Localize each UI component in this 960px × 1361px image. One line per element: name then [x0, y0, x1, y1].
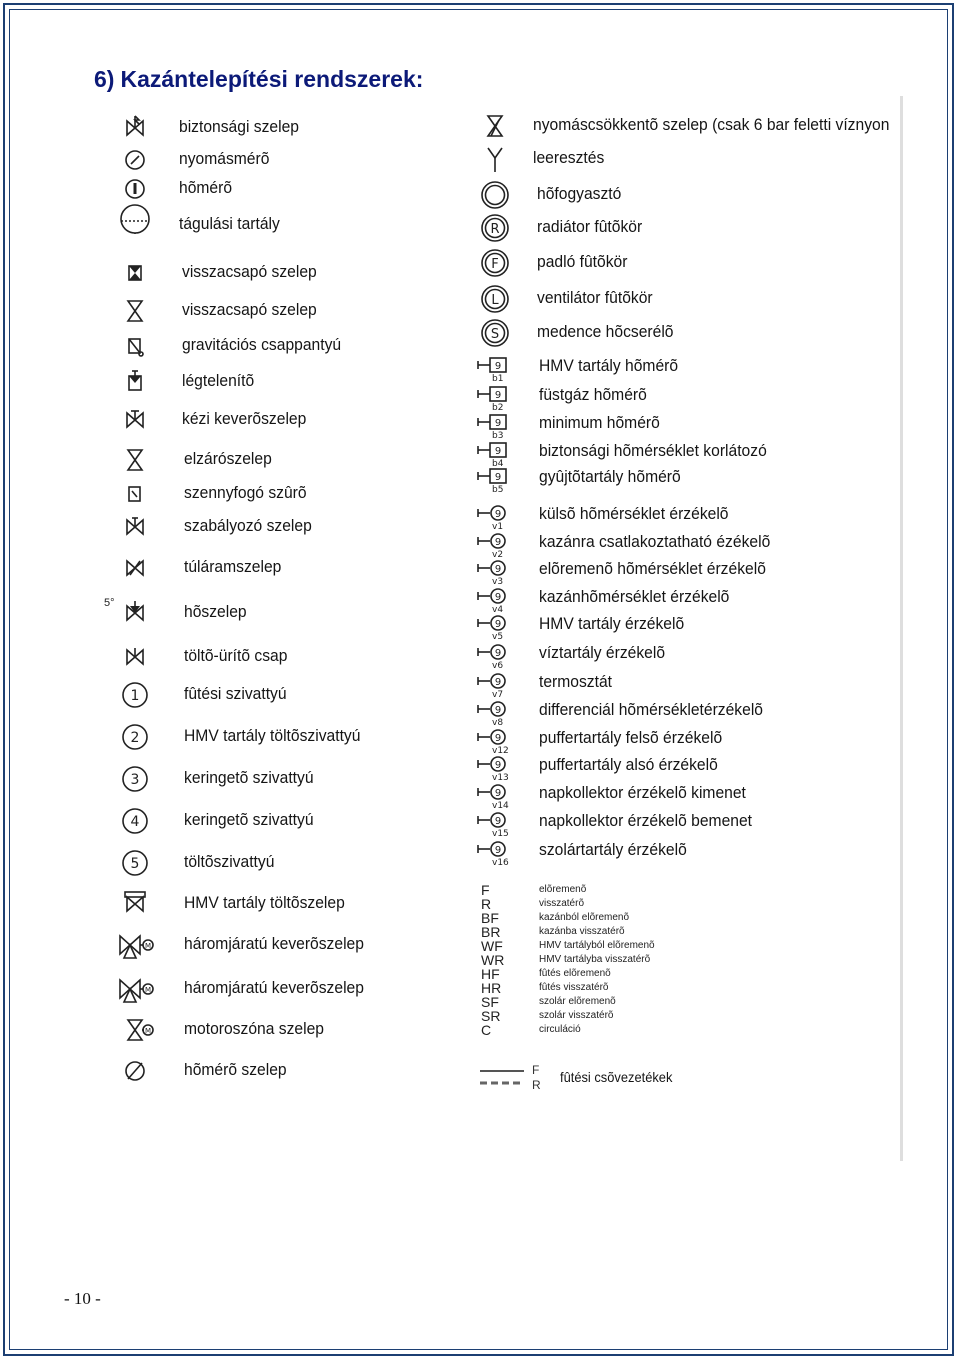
- safety-valve-icon: [116, 113, 154, 143]
- left-symbol-label: töltõszivattyú: [184, 852, 275, 871]
- right-symbol-label: víztartály érzékelõ: [539, 643, 666, 662]
- right-symbol-label: differenciál hõmérsékletérzékelõ: [539, 700, 764, 719]
- collector-thermometer-icon: [476, 463, 514, 493]
- thermometer-icon: [116, 174, 154, 204]
- motor-zone-valve-icon: [116, 1015, 154, 1045]
- fill-drain-tap-icon: [116, 642, 154, 672]
- svg-text:b1: b1: [492, 374, 504, 382]
- control-valve-icon: [116, 512, 154, 542]
- svg-text:b2: b2: [492, 403, 504, 411]
- left-symbol-label: keringetõ szivattyú: [184, 768, 314, 787]
- right-symbol-label: nyomáscsökkentõ szelep (csak 6 bar feletti víznyon: [533, 115, 890, 134]
- right-symbol-label: puffertartály alsó érzékelõ: [539, 755, 718, 774]
- manual-mixing-valve-icon: [116, 405, 154, 435]
- drain-icon: [476, 144, 514, 174]
- abbreviation-code: R: [481, 896, 492, 912]
- left-symbol-label: tágulási tartály: [179, 214, 280, 233]
- abbreviation-description: fûtés visszatérõ: [539, 982, 609, 993]
- sensor-icon: [476, 807, 514, 837]
- sensor-icon: [476, 668, 514, 698]
- abbreviation-code: WR: [481, 952, 505, 968]
- svg-text:v1: v1: [492, 522, 504, 530]
- sensor-icon: [476, 779, 514, 809]
- tank-thermometer-icon: [476, 352, 514, 382]
- svg-text:9: 9: [494, 537, 502, 548]
- svg-text:v3: v3: [492, 577, 504, 585]
- pressure-reducer-icon: [476, 111, 514, 141]
- left-symbol-label: töltõ-ürítõ csap: [184, 646, 288, 665]
- left-symbol-label: túláramszelep: [184, 557, 282, 576]
- svg-text:9: 9: [494, 592, 502, 603]
- svg-text:M: M: [144, 986, 152, 994]
- left-symbol-label: visszacsapó szelep: [182, 300, 317, 319]
- sensor-icon: [476, 696, 514, 726]
- left-symbol-label: hõszelep: [184, 602, 247, 621]
- pump-2-icon: [116, 722, 154, 752]
- sensor-icon: [476, 724, 514, 754]
- left-symbol-label: háromjáratú keverõszelep: [184, 978, 364, 997]
- right-symbol-label: kazánra csatlakoztatható ézékelõ: [539, 532, 771, 551]
- abbreviation-description: circuláció: [539, 1024, 581, 1035]
- svg-text:S: S: [490, 327, 500, 342]
- right-symbol-label: HMV tartály hõmérõ: [539, 356, 679, 375]
- left-symbol-label: hõmérõ szelep: [184, 1060, 287, 1079]
- fan-circuit-icon: [476, 284, 514, 314]
- abbreviation-description: HMV tartályból elõremenõ: [539, 940, 655, 951]
- pool-exchanger-icon: [476, 318, 514, 348]
- right-symbol-label: szolártartály érzékelõ: [539, 840, 687, 859]
- svg-text:9: 9: [494, 446, 502, 457]
- svg-text:9: 9: [494, 760, 502, 771]
- check-valve-filled-icon: [116, 296, 154, 326]
- pressure-gauge-icon: [116, 145, 154, 175]
- right-symbol-label: puffertartály felsõ érzékelõ: [539, 728, 723, 747]
- right-symbol-label: napkollektor érzékelõ kimenet: [539, 783, 746, 802]
- thermo-valve-setting: 5°: [104, 597, 115, 609]
- right-symbol-label: külsõ hõmérséklet érzékelõ: [539, 504, 729, 523]
- right-symbol-label: napkollektor érzékelõ bemenet: [539, 811, 753, 830]
- left-symbol-label: visszacsapó szelep: [182, 262, 317, 281]
- svg-text:F: F: [491, 257, 499, 272]
- abbreviation-description: kazánba visszatérõ: [539, 926, 625, 937]
- svg-text:9: 9: [494, 619, 502, 630]
- svg-text:v16: v16: [492, 858, 509, 866]
- left-symbol-label: HMV tartály töltõszivattyú: [184, 726, 361, 745]
- air-vent-icon: [116, 367, 154, 397]
- svg-text:v13: v13: [492, 773, 509, 781]
- right-symbol-label: medence hõcserélõ: [537, 322, 674, 341]
- right-symbol-label: HMV tartály érzékelõ: [539, 614, 685, 633]
- right-symbol-label: kazánhõmérséklet érzékelõ: [539, 587, 730, 606]
- svg-text:4: 4: [130, 814, 140, 830]
- svg-text:9: 9: [494, 564, 502, 575]
- pump-5-icon: [116, 848, 154, 878]
- sensor-icon: [476, 583, 514, 613]
- heading-title: Kazántelepítési rendszerek:: [120, 66, 424, 92]
- dhw-charge-valve-icon: [116, 889, 154, 919]
- svg-text:9: 9: [494, 845, 502, 856]
- svg-text:9: 9: [494, 472, 502, 483]
- abbreviation-description: szolár elõremenõ: [539, 996, 616, 1007]
- thermometer-valve-icon: [116, 1056, 154, 1086]
- svg-text:2: 2: [130, 730, 140, 746]
- page-number: - 10 -: [64, 1289, 101, 1308]
- pump-1-icon: [116, 680, 154, 710]
- thermo-valve-icon: [116, 598, 154, 628]
- sensor-icon: [476, 836, 514, 866]
- abbreviation-code: BF: [481, 910, 499, 926]
- right-symbol-label: gyûjtõtartály hõmérõ: [539, 467, 681, 486]
- svg-text:5: 5: [130, 856, 140, 872]
- pipe-flow-code: F: [532, 1063, 540, 1077]
- left-symbol-label: biztonsági szelep: [179, 117, 299, 136]
- expansion-tank-icon: [116, 204, 154, 234]
- abbreviation-code: HF: [481, 966, 500, 982]
- svg-text:b4: b4: [492, 459, 504, 467]
- radiator-circuit-icon: [476, 213, 514, 243]
- abbreviation-code: SR: [481, 1008, 501, 1024]
- svg-text:v15: v15: [492, 829, 509, 837]
- abbreviation-code: WF: [481, 938, 503, 954]
- svg-text:9: 9: [494, 361, 502, 372]
- three-way-mixing-valve-icon: [116, 930, 154, 960]
- sensor-icon: [476, 500, 514, 530]
- overflow-valve-icon: [116, 553, 154, 583]
- svg-text:b3: b3: [492, 431, 504, 439]
- abbreviation-description: elõremenõ: [539, 884, 587, 895]
- left-symbol-label: keringetõ szivattyú: [184, 810, 314, 829]
- svg-text:9: 9: [494, 733, 502, 744]
- left-symbol-label: légtelenítõ: [182, 371, 255, 390]
- flue-thermometer-icon: [476, 381, 514, 411]
- pipe-legend-label: fûtési csõvezetékek: [560, 1069, 673, 1085]
- svg-text:9: 9: [494, 816, 502, 827]
- heat-consumer-icon: [476, 180, 514, 210]
- right-symbol-label: ventilátor fûtõkör: [537, 288, 653, 307]
- sensor-icon: [476, 751, 514, 781]
- page-heading: [94, 66, 423, 93]
- sensor-icon: [476, 639, 514, 669]
- abbreviation-description: kazánból elõremenõ: [539, 912, 630, 923]
- svg-text:M: M: [144, 1027, 152, 1035]
- abbreviation-code: HR: [481, 980, 502, 996]
- svg-text:9: 9: [494, 509, 502, 520]
- min-thermometer-icon: [476, 409, 514, 439]
- svg-text:v4: v4: [492, 605, 504, 613]
- svg-text:9: 9: [494, 788, 502, 799]
- pump-3-icon: [116, 764, 154, 794]
- sensor-icon: [476, 528, 514, 558]
- left-symbol-label: fûtési szivattyú: [184, 684, 287, 703]
- right-symbol-label: radiátor fûtõkör: [537, 217, 643, 236]
- abbreviation-code: SF: [481, 994, 499, 1010]
- left-symbol-label: motoroszóna szelep: [184, 1019, 324, 1038]
- svg-text:9: 9: [494, 390, 502, 401]
- abbreviation-code: C: [481, 1022, 492, 1038]
- svg-text:v14: v14: [492, 801, 509, 809]
- left-symbol-label: háromjáratú keverõszelep: [184, 934, 364, 953]
- left-symbol-label: szennyfogó szûrõ: [184, 483, 307, 502]
- sensor-icon: [476, 555, 514, 585]
- svg-text:9: 9: [494, 677, 502, 688]
- svg-text:3: 3: [130, 772, 140, 788]
- check-valve-icon: [116, 258, 154, 288]
- svg-text:v8: v8: [492, 718, 504, 726]
- svg-text:9: 9: [494, 648, 502, 659]
- abbreviation-description: fûtés elõremenõ: [539, 968, 611, 979]
- svg-text:L: L: [491, 293, 499, 308]
- pipe-return-code: R: [532, 1078, 541, 1092]
- svg-text:v7: v7: [492, 690, 504, 698]
- svg-text:v5: v5: [492, 632, 504, 640]
- abbreviation-code: F: [481, 882, 490, 898]
- pump-4-icon: [116, 806, 154, 836]
- three-way-mixing-valve-2-icon: [116, 974, 154, 1004]
- svg-text:1: 1: [130, 688, 140, 704]
- svg-text:9: 9: [494, 705, 502, 716]
- pipe-lines-icon: [478, 1064, 528, 1090]
- abbreviation-description: visszatérõ: [539, 898, 585, 909]
- abbreviation-description: szolár visszatérõ: [539, 1010, 614, 1021]
- strainer-icon: [116, 479, 154, 509]
- svg-text:9: 9: [494, 418, 502, 429]
- shutoff-valve-icon: [116, 445, 154, 475]
- left-symbol-label: szabályozó szelep: [184, 516, 312, 535]
- svg-text:b5: b5: [492, 485, 504, 493]
- abbreviation-description: HMV tartályba visszatérõ: [539, 954, 651, 965]
- right-symbol-label: padló fûtõkör: [537, 252, 628, 271]
- abbreviation-code: BR: [481, 924, 501, 940]
- floor-circuit-icon: [476, 248, 514, 278]
- svg-text:v6: v6: [492, 661, 504, 669]
- left-symbol-label: hõmérõ: [179, 178, 233, 197]
- left-symbol-label: kézi keverõszelep: [182, 409, 307, 428]
- scan-edge: [900, 96, 903, 1161]
- right-symbol-label: füstgáz hõmérõ: [539, 385, 647, 404]
- left-symbol-label: gravitációs csappantyú: [182, 335, 342, 354]
- sensor-icon: [476, 610, 514, 640]
- gravity-flap-icon: [116, 331, 154, 361]
- right-symbol-label: minimum hõmérõ: [539, 413, 660, 432]
- right-symbol-label: termosztát: [539, 672, 613, 691]
- svg-text:M: M: [144, 942, 152, 950]
- right-symbol-label: biztonsági hõmérséklet korlátozó: [539, 441, 767, 460]
- left-symbol-label: HMV tartály töltõszelep: [184, 893, 345, 912]
- svg-text:R: R: [490, 222, 500, 237]
- svg-text:v2: v2: [492, 550, 504, 558]
- right-symbol-label: leeresztés: [533, 148, 605, 167]
- right-symbol-label: elõremenõ hõmérséklet érzékelõ: [539, 559, 766, 578]
- svg-text:v12: v12: [492, 746, 509, 754]
- left-symbol-label: nyomásmérõ: [179, 149, 270, 168]
- left-symbol-label: elzárószelep: [184, 449, 272, 468]
- heading-number: 6): [94, 66, 115, 92]
- right-symbol-label: hõfogyasztó: [537, 184, 622, 203]
